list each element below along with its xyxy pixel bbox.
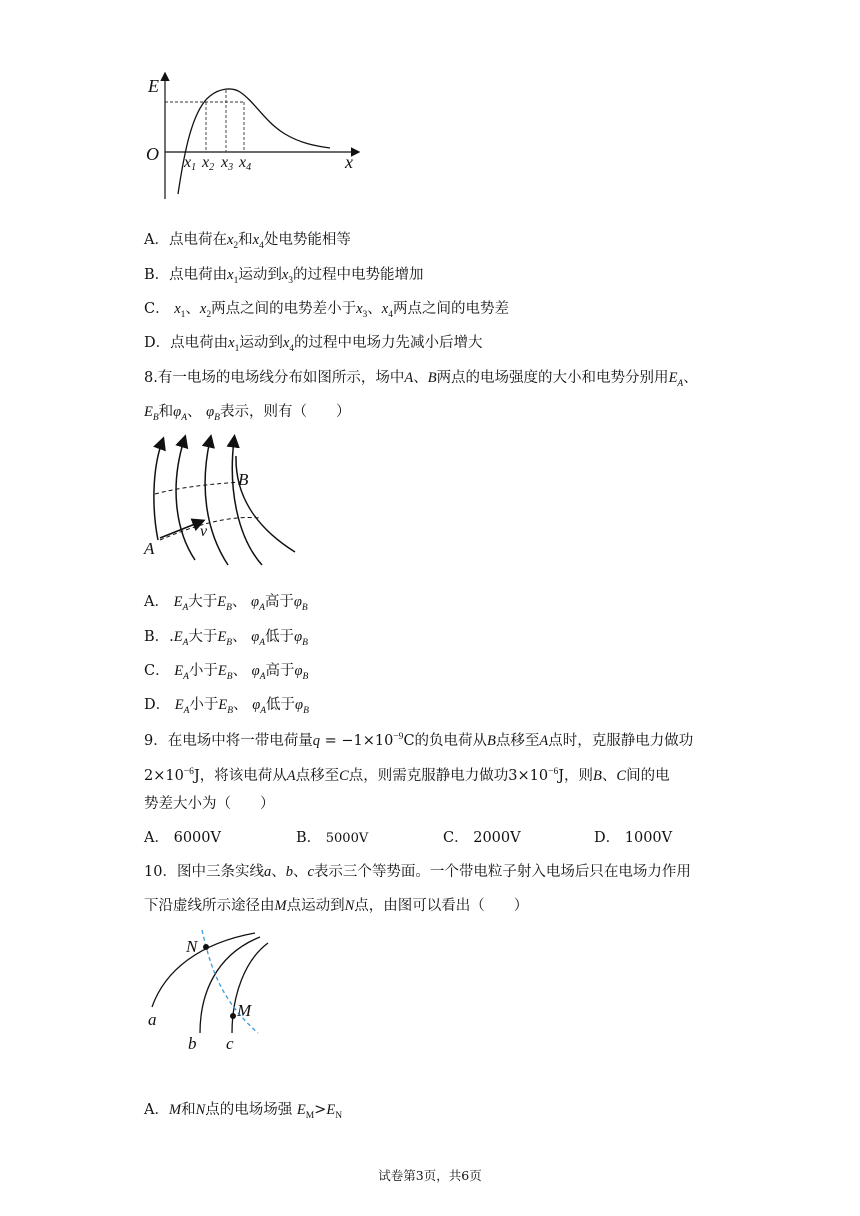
q8-field-lines-figure xyxy=(140,430,310,570)
q7-option-a: A．点电荷在$x_2$和$x_4$处电势能相等 xyxy=(144,232,351,251)
tick-x3: x3 xyxy=(221,154,234,173)
q8-option-d: D． $E_A$小于$E_B$、 $\varphi_A$低于$\varphi_B$ xyxy=(144,697,309,716)
q8-option-a: A． $E_A$大于$E_B$、 $\varphi_A$高于$\varphi_B$ xyxy=(144,594,308,613)
e-curve xyxy=(178,89,330,194)
q9-option-b: B． 5000V xyxy=(296,830,369,846)
q8-option-c: C． $E_A$小于$E_B$、 $\varphi_A$高于$\varphi_B$ xyxy=(144,663,309,682)
q10-stem-line1: 10．图中三条实线a、b、c表示三个等势面。一个带电粒子射入电场后只在电场力作用 xyxy=(144,864,691,880)
dashed-guides xyxy=(165,90,244,152)
q8-option-b: B．$.E_A$大于$E_B$、 $\varphi_A$低于$\varphi_B$ xyxy=(144,629,308,648)
tick-x1: x1 xyxy=(184,154,197,173)
line-b-label: b xyxy=(188,1034,197,1053)
point-b-label: B xyxy=(238,470,249,489)
q9-option-c: C． 2000V xyxy=(443,830,521,846)
q10-stem-line2: 下沿虚线所示途径由M点运动到N点，由图可以看出（ ） xyxy=(144,898,529,914)
point-n-label: N xyxy=(186,937,198,956)
line-a-label: a xyxy=(148,1010,157,1029)
q9-option-d: D． 1000V xyxy=(594,830,673,846)
q9-stem-line1: 9．在电场中将一带电荷量$q = -1\times 10^{-9}C$的负电荷从B点移至A点时，克服静电力做功 xyxy=(144,732,694,749)
q9-stem-line3: 势差大小为（ ） xyxy=(144,796,275,812)
point-n-dot xyxy=(203,944,209,950)
q8-stem-line1: 8.有一电场的电场线分布如图所示，场中A、B两点的电场强度的大小和电势分别用$E_A$、 xyxy=(144,370,698,389)
point-m-label: M xyxy=(237,1001,252,1020)
q9-option-a: A． 6000V xyxy=(144,830,221,846)
line-c-label: c xyxy=(226,1034,234,1053)
q10-option-a: A．M和N点的电场场强 $E_M>E_N$ xyxy=(144,1102,343,1121)
q7-e-x-graph xyxy=(140,64,370,204)
tick-x2: x2 xyxy=(202,154,215,173)
page-footer: 试卷第3页，共6页 xyxy=(378,1168,482,1183)
point-m-dot xyxy=(230,1013,236,1019)
velocity-label: v xyxy=(200,523,208,540)
q7-option-d: D．点电荷由$x_1$运动到$x_4$的过程中电场力先减小后增大 xyxy=(144,335,483,354)
q9-stem-line2: $2\times 10^{-6}J$，将该电荷从A点移至C点，则需克服静电力做功$3\times 10^{-6}J$，则B、C间的电 xyxy=(144,767,670,784)
q7-option-b: B．点电荷由$x_1$运动到$x_3$的过程中电势能增加 xyxy=(144,267,424,286)
q8-stem-line2: $E_B$和$\varphi_A$、 $\varphi_B$表示，则有（ ） xyxy=(144,404,351,423)
point-a-label: A xyxy=(144,539,155,558)
tick-x4: x4 xyxy=(239,154,252,173)
x-axis-label: x xyxy=(345,152,353,172)
field-lines xyxy=(154,440,295,565)
y-axis-label: E xyxy=(148,76,159,96)
origin-label: O xyxy=(146,144,159,164)
q10-equipotential-figure xyxy=(140,925,280,1055)
q7-option-c: C． $x_1$、$x_2$两点之间的电势差小于$x_3$、$x_4$两点之间的电势差 xyxy=(144,301,509,320)
